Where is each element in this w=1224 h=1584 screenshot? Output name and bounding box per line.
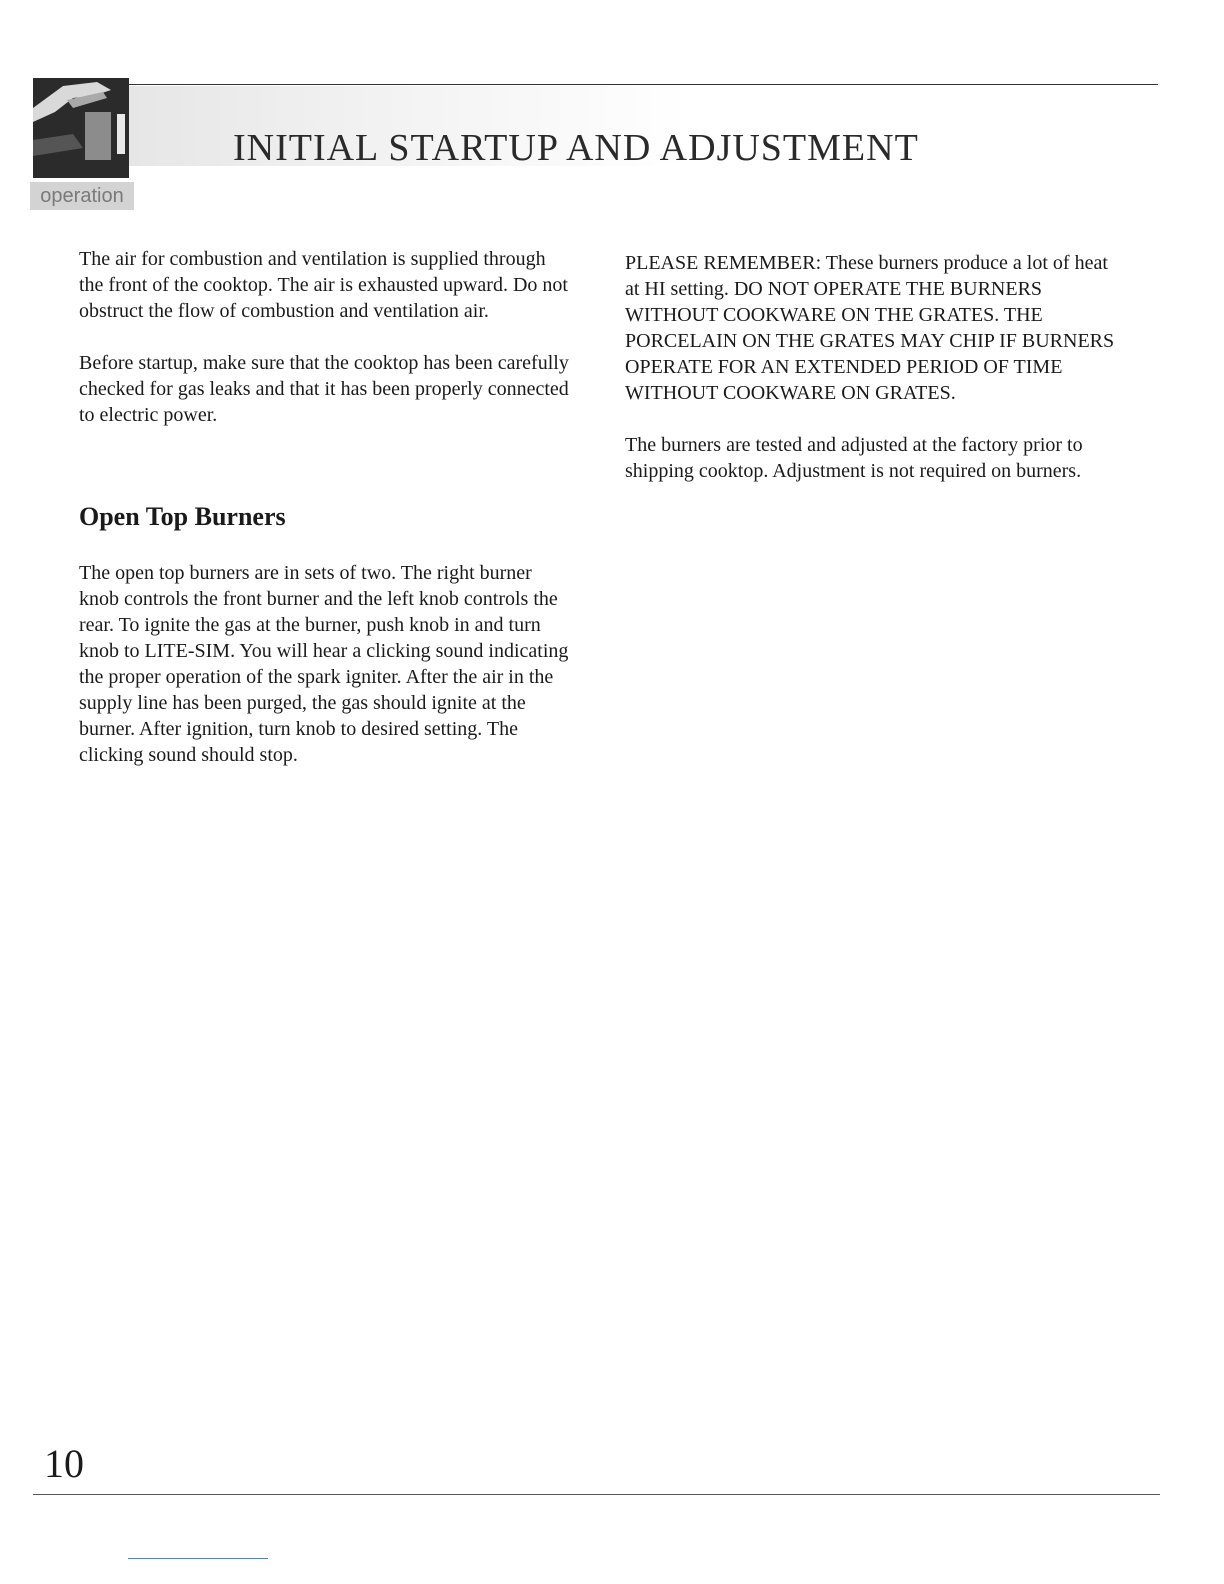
scan-artifact-line bbox=[128, 1558, 268, 1559]
footer-rule bbox=[33, 1494, 1160, 1495]
header-top-rule bbox=[128, 84, 1158, 85]
page-number: 10 bbox=[44, 1441, 84, 1486]
page-title: INITIAL STARTUP AND ADJUSTMENT bbox=[233, 127, 919, 169]
burners-paragraph: The open top burners are in sets of two. The right burner knob controls the front burner and the left knob controls the rear. To ignite the gas at the burner, push knob in and turn knob to LITE-SIM. You will hear a clicking sound indicating the proper operation of the spark igniter. After the air in the supply line has been purged, the gas should ignite at the burner. After ignition, turn knob to desired setting. The clicking sound should stop. bbox=[79, 562, 569, 766]
section-tab-operation: operation bbox=[30, 182, 134, 210]
left-column bbox=[79, 246, 569, 428]
open-top-burners-heading: Open Top Burners bbox=[79, 502, 286, 531]
startup-paragraph: Before startup, make sure that the cooktop has been carefully checked for gas leaks and that it has been properly connected to electric power. bbox=[79, 352, 569, 426]
hand-on-knob-icon bbox=[33, 78, 129, 178]
right-column bbox=[625, 250, 1125, 484]
burners-section bbox=[79, 560, 569, 768]
airflow-paragraph: The air for combustion and ventilation is supplied through the front of the cooktop. The air is exhausted upward. Do not obstruct the flow of combustion and ventilation air. bbox=[79, 248, 568, 322]
warning-paragraph: PLEASE REMEMBER: These burners produce a lot of heat at HI setting. DO NOT OPERATE THE BURNERS WITHOUT COOKWARE ON THE GRATES. THE PORCELAIN ON THE GRATES MAY CHIP IF BURNERS OPERATE FOR AN EXTENDED PERIOD OF TIME WITHOUT COOKWARE ON GRATES. bbox=[625, 252, 1115, 404]
factory-adjustment-paragraph: The burners are tested and adjusted at the factory prior to shipping cooktop. Adjustment is not required on burners. bbox=[625, 434, 1083, 482]
